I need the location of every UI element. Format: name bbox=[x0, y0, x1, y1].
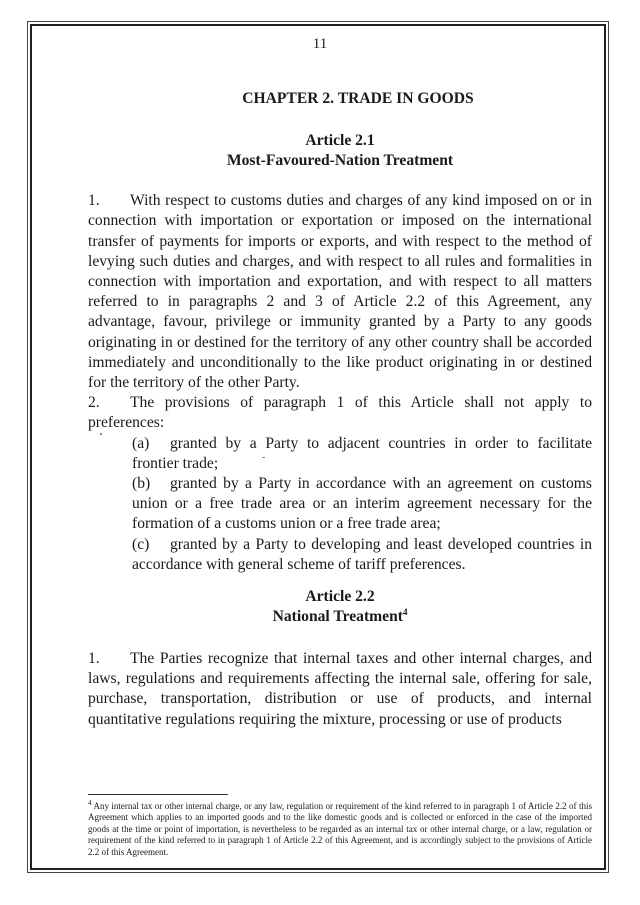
paragraph-text: The Parties recognize that internal taxes and other internal charges, and laws, regulations and requirements affecting the internal sale, offering for sale, purchase, transportation, distribution or use of products, and internal quantitative regulations requiring the mixture, processing or use of products bbox=[88, 650, 592, 728]
list-item-letter: (a) bbox=[132, 434, 150, 452]
paragraph-text: The provisions of paragraph 1 of this Article shall not apply to preferences: bbox=[88, 394, 592, 432]
scan-speck bbox=[100, 433, 102, 435]
list-item-letter: (c) bbox=[132, 535, 150, 553]
scan-speck bbox=[262, 457, 265, 458]
article-title: National Treatment bbox=[272, 608, 403, 626]
footnote-divider bbox=[88, 794, 228, 795]
list-item-text: granted by a Party in accordance with an agreement on customs union or a free trade area or an interim agreement necessary for the formation of a customs union or a free trade area; bbox=[132, 475, 592, 533]
paragraph-text: With respect to customs duties and charges of any kind imposed on or in connection with importation or exportation or imposed on the international transfer of payments for imports or exports, and with respect to the method of levying such duties and charges, and with respect to all rules and formalities in connection with importation and exportation, and with respect to all matters referred to in paragraphs 2 and 3 of Article 2.2 of this Agreement, any advantage, favour, privilege or immunity granted by a Party to any goods originating in or destined for the territory of any other country shall be accorded immediately and unconditionally to the like product originating in or destined for the territory of the other Party. bbox=[88, 192, 592, 392]
paragraph-1 bbox=[88, 649, 592, 730]
list-item-text: granted by a Party to adjacent countries in order to facilitate frontier trade; bbox=[132, 434, 592, 472]
paragraph-2 bbox=[88, 393, 592, 433]
paragraph-number: 2. bbox=[88, 394, 100, 412]
list-item-text: granted by a Party to developing and least developed countries in accordance with general scheme of tariff preferences. bbox=[132, 535, 592, 573]
chapter-title: CHAPTER 2. TRADE IN GOODS bbox=[242, 90, 474, 107]
footnote-marker: 4 bbox=[88, 799, 92, 807]
article-title-row bbox=[88, 607, 592, 627]
document-body bbox=[88, 89, 592, 730]
article-number: Article 2.2 bbox=[305, 588, 375, 606]
list-item-b bbox=[132, 474, 592, 535]
paragraph-1 bbox=[88, 191, 592, 393]
footnote bbox=[88, 801, 592, 858]
paragraph-number: 1. bbox=[88, 650, 100, 668]
article-2-2-heading bbox=[88, 587, 592, 627]
article-title: Most-Favoured-Nation Treatment bbox=[226, 152, 454, 170]
paragraph-number: 1. bbox=[88, 192, 100, 210]
list-item-a bbox=[132, 434, 592, 474]
footnote-text: Any internal tax or other internal charge, or any law, regulation or requirement of the kind referred to in paragraph 1 of Article 2.2 of this Agreement which applies to an imported goods and to the like domestic goods and is collected or enforced in the case of the imported goods at the time or point of importation, is nevertheless to be regarded as an internal tax or other internal charge, or a law, regulation or requirement of the kind referred to in paragraph 1 of Article 2.2 of this Agreement, and is accordingly subject to the provisions of Article 2.2 of this Agreement. bbox=[88, 801, 592, 857]
list-item-c bbox=[132, 535, 592, 575]
footnote-reference[interactable]: 4 bbox=[402, 606, 408, 617]
page-number: 11 bbox=[312, 36, 328, 52]
article-2-1-heading bbox=[88, 131, 592, 171]
article-number: Article 2.1 bbox=[305, 132, 375, 150]
list-item-letter: (b) bbox=[132, 475, 151, 493]
